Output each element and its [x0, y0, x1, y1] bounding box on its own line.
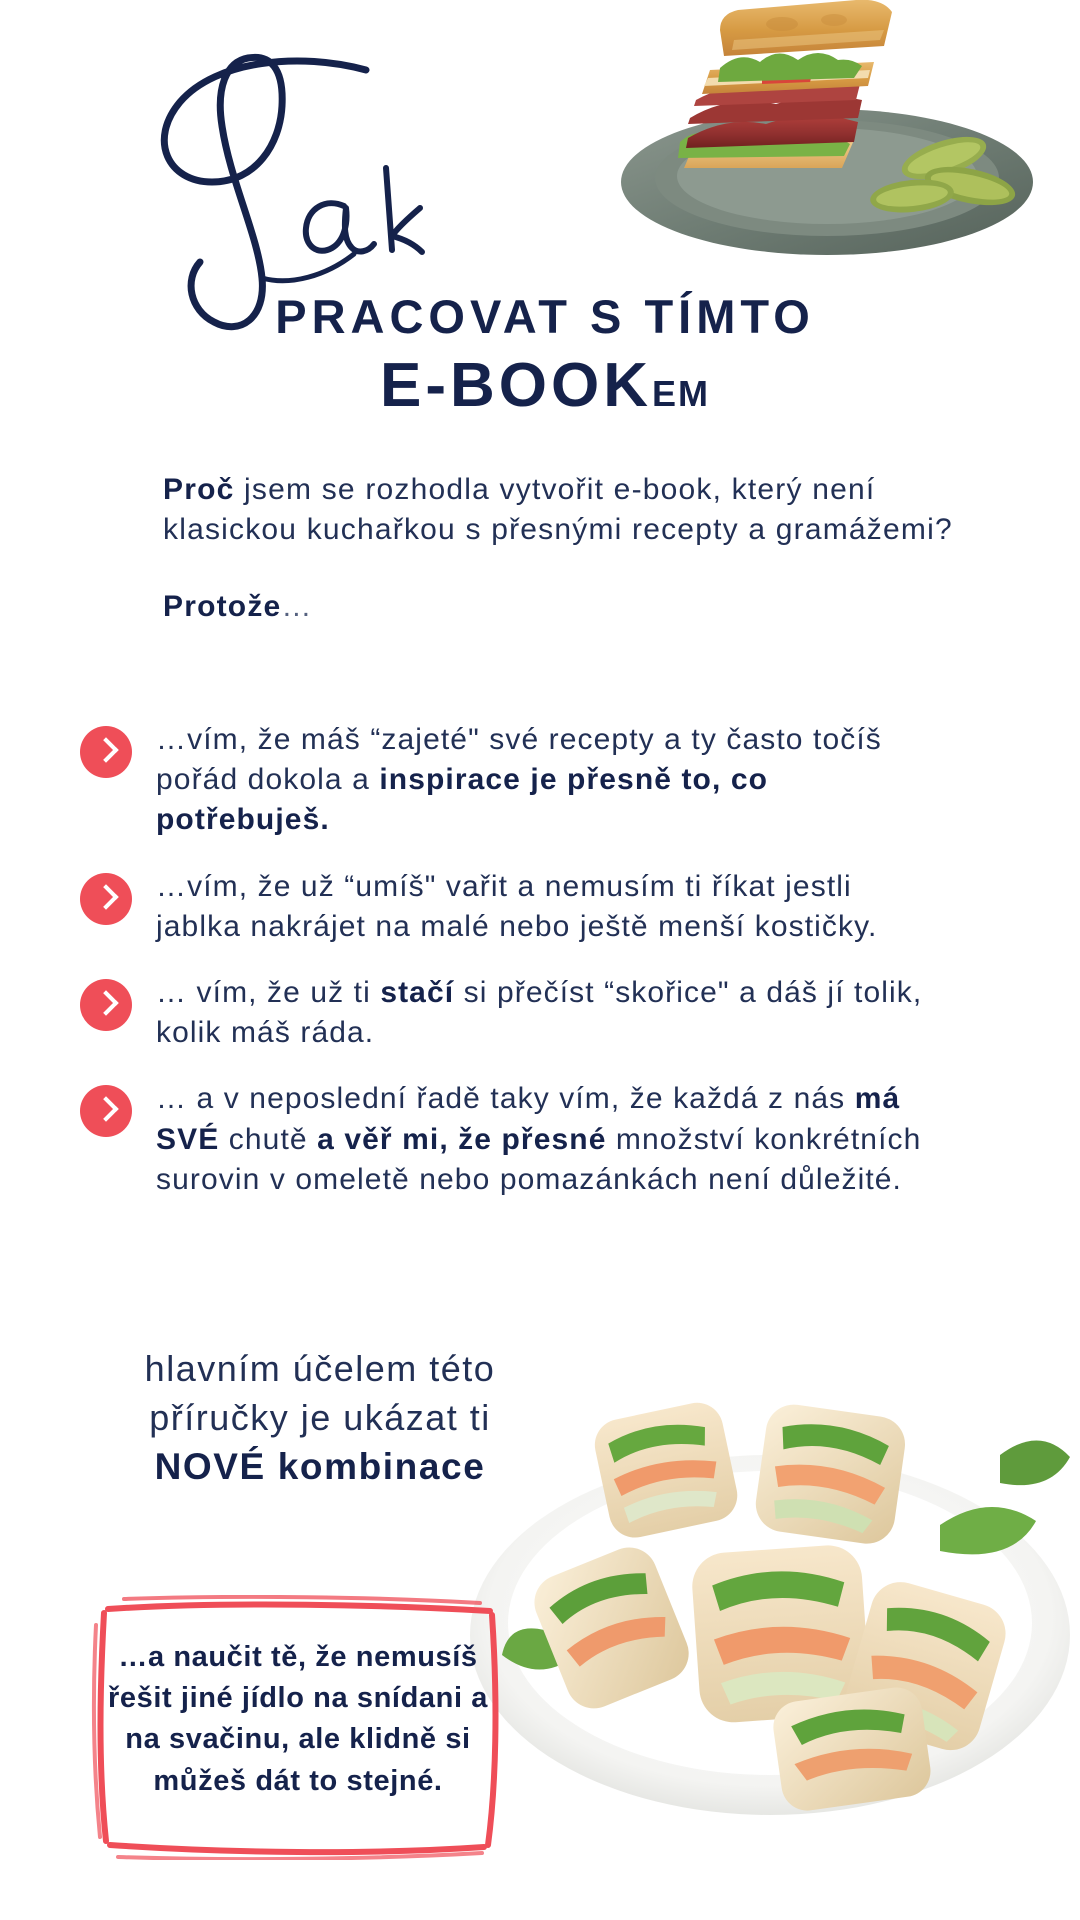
sandwich-photo — [592, 0, 1062, 270]
headline-line-2 — [150, 352, 940, 420]
bullet-3-bold: stačí — [380, 975, 455, 1009]
page-title — [150, 290, 940, 420]
purpose-line-3 — [60, 1442, 580, 1492]
bullet-1-part1: …vím, že máš “zajeté" své recepty a ty často točíš pořád dokola a — [156, 723, 882, 797]
intro-protoze-dots: … — [281, 590, 313, 624]
intro-question — [163, 470, 953, 549]
list-item — [80, 1079, 980, 1200]
bullet-3-part2: si přečíst “skořice" a dáš jí tolik, kolik máš ráda. — [156, 975, 923, 1050]
chevron-right-circle-icon — [80, 1085, 132, 1137]
purpose-line-1: hlavním účelem této — [144, 1348, 496, 1389]
intro-protoze-word: Protože — [163, 590, 282, 624]
callout-box — [88, 1595, 508, 1860]
purpose-line-3-bold: NOVÉ kombinace — [154, 1446, 486, 1488]
intro-question-bold: Proč — [163, 473, 235, 506]
list-item-text — [156, 720, 946, 841]
bullet-1-bold: inspirace je přesně to, co potřebuješ. — [156, 763, 769, 837]
list-item-text — [156, 1079, 946, 1200]
chevron-right-circle-icon — [80, 873, 132, 925]
purpose-statement — [60, 1345, 580, 1492]
list-item-text — [156, 973, 946, 1053]
intro-protoze — [163, 587, 953, 627]
intro-question-rest: jsem se rozhodla vytvořit e-book, který není klasickou kuchařkou s přesnými recepty a gramážemi? — [163, 473, 953, 546]
headline-ebook: E-BOOK — [380, 351, 652, 421]
bullet-4-bold: má SVÉ — [156, 1082, 901, 1156]
purpose-line-2: příručky je ukázat ti — [149, 1396, 491, 1438]
bullet-4-part3: množství konkrétních surovin v omeletě nebo pomazánkách není důležité. — [156, 1122, 922, 1196]
chevron-right-circle-icon — [80, 726, 132, 778]
headline-ebook-suffix: EM — [652, 373, 710, 415]
intro-text — [163, 470, 953, 627]
list-item — [80, 867, 980, 947]
callout-text: …a naučit tě, že nemusíš řešit jiné jídlo na snídani a na svačinu, ale klidně si můžeš dát to stejné. — [108, 1641, 488, 1797]
bullet-3-part1: … vím, že už ti — [156, 975, 381, 1009]
list-item-text — [156, 867, 946, 947]
benefits-list — [80, 720, 980, 1226]
bullet-4-part1: … a v neposlední řadě taky vím, že každá z nás — [156, 1082, 855, 1116]
bullet-4-bold-2: a věř mi, že přesné — [317, 1122, 607, 1156]
bullet-2-part1: …vím, že už “umíš" vařit a nemusím ti říkat jestli jablka nakrájet na malé nebo ještě menší kostičky. — [156, 869, 878, 943]
list-item — [80, 973, 980, 1053]
chevron-right-circle-icon — [80, 979, 132, 1031]
headline-line-1: PRACOVAT S TÍMTO — [275, 290, 815, 343]
bullet-4-part2: chutě — [219, 1122, 318, 1156]
list-item — [80, 720, 980, 841]
